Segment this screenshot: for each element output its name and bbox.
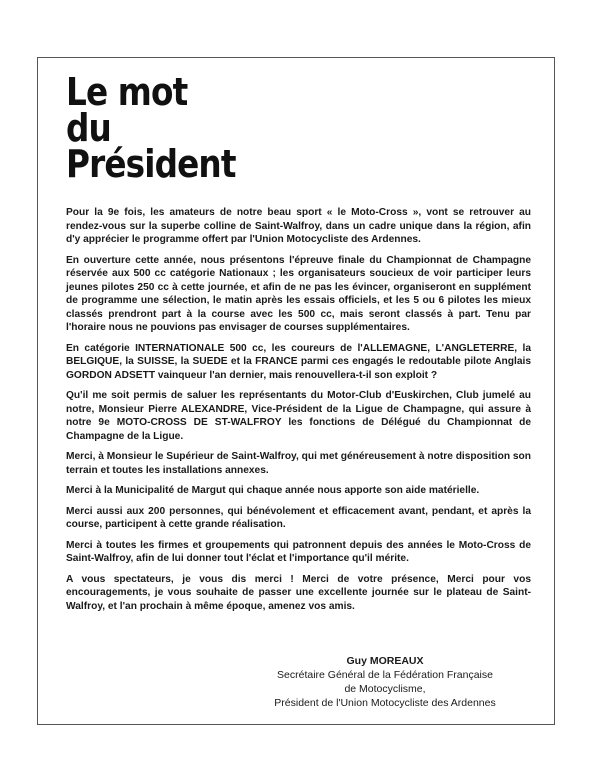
- paragraph-2: En ouverture cette année, nous présentons l'épreuve finale du Championnat de Champagne réservée aux 500 cc catégorie Nationaux ; les organisateurs soucieux de voir participer leurs jeunes pilotes 250 cc à cette journée, et afin de ne pas les évincer, organiseront en supplément de programme une sélection, le matin après les essais officiels, et les 5 ou 6 pilotes les mieux classés prendront part à la course avec les 500 cc, mais seront classés à part. Tenu par l'horaire nous ne pouvions pas envisager de courses supplémentaires.: [66, 254, 531, 333]
- signature-title-2: de Motocyclisme,: [344, 683, 426, 695]
- paragraph-7: Merci aussi aux 200 personnes, qui bénévolement et efficacement avant, pendant, et après la course, participent à cette grande réalisation.: [66, 505, 531, 530]
- signature-block: [240, 654, 530, 710]
- paragraph-8: Merci à toutes les firmes et groupements qui patronnent depuis des années le Moto-Cross de Saint-Walfroy, afin de lui donner tout l'éclat et l'importance qu'il mérite.: [66, 539, 531, 564]
- page-title: [66, 70, 236, 186]
- paragraph-4: Qu'il me soit permis de saluer les représentants du Motor-Club d'Euskirchen, Club jumelé au notre, Monsieur Pierre ALEXANDRE, Vice-Président de la Ligue de Champagne, qui assure à notre 9e MOTO-CROSS DE ST-WALFROY les fonctions de Délégué du Championnat de Champagne de la Ligue.: [66, 390, 531, 442]
- paragraph-9: A vous spectateurs, je vous dis merci ! Merci de votre présence, Merci pour vos encouragements, je vous souhaite de passer une excellente journée sur le plateau de Saint-Walfroy, et l'an prochain à même époque, amenez vos amis.: [66, 573, 531, 612]
- signature-name: Guy MOREAUX: [346, 655, 424, 667]
- paragraph-3: En catégorie INTERNATIONALE 500 cc, les coureurs de l'ALLEMAGNE, L'ANGLETERRE, la BELGIQUE, la SUISSE, la SUEDE et la FRANCE parmi ces engagés le redoutable pilote Anglais GORDON ADSETT vainqueur l'an dernier, mais renouvellera-t-il son exploit ?: [66, 342, 531, 381]
- title-line-1: Le mot: [66, 70, 188, 114]
- title-line-3: Président: [66, 142, 236, 186]
- signature-title-1: Secrétaire Général de la Fédération Française: [277, 669, 493, 681]
- paragraph-1: Pour la 9e fois, les amateurs de notre beau sport « le Moto-Cross », vont se retrouver au rendez-vous sur la superbe colline de Saint-Walfroy, dans un cadre unique dans la région, afin d'y apprécier le programme offert par l'Union Motocycliste des Ardennes.: [66, 207, 531, 245]
- paragraph-6: Merci à la Municipalité de Margut qui chaque année nous apporte son aide matérielle.: [66, 485, 480, 496]
- paragraph-5: Merci, à Monsieur le Supérieur de Saint-Walfroy, qui met généreusement à notre disposition son terrain et toutes les installations annexes.: [66, 451, 531, 476]
- title-line-2: du: [66, 106, 111, 150]
- article-body: [66, 206, 531, 620]
- signature-title-3: Président de l'Union Motocycliste des Ardennes: [274, 697, 496, 709]
